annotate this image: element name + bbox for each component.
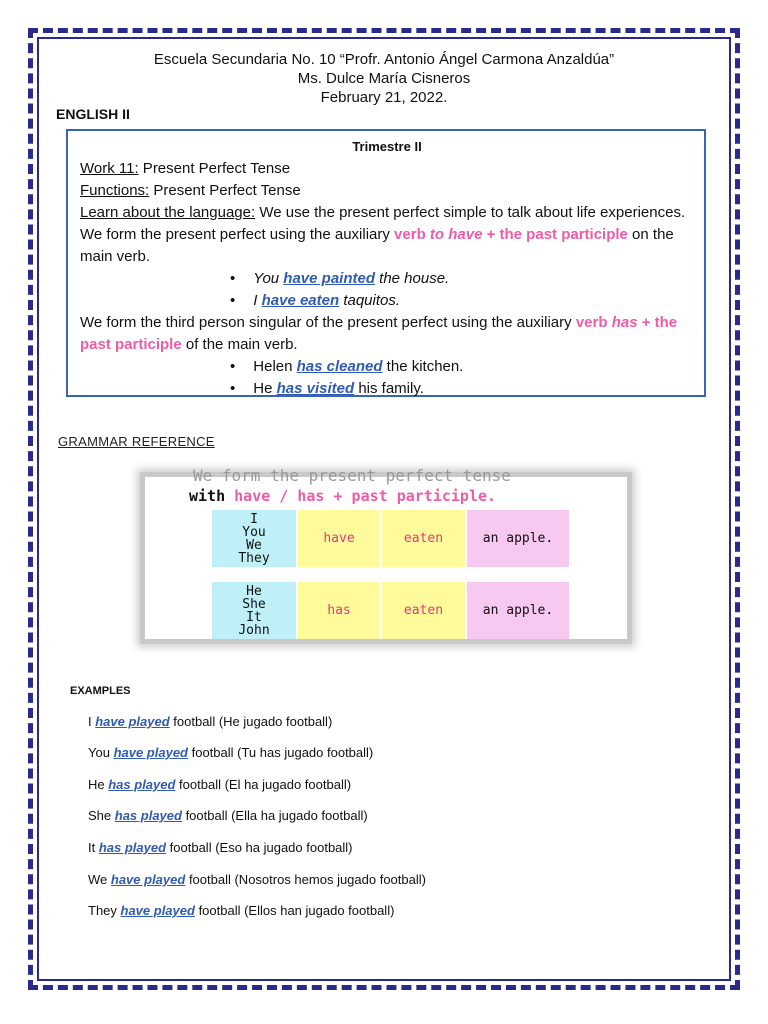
school-name: Escuela Secundaria No. 10 “Profr. Antonio Ángel Carmona Anzaldúa” — [153, 51, 615, 68]
bullet-verb: has cleaned — [296, 358, 383, 375]
bullet-item — [80, 356, 694, 378]
bullet-item — [80, 290, 694, 312]
bullet-verb: have eaten — [261, 292, 340, 309]
example-subject: You — [88, 745, 114, 760]
pronoun: We — [246, 537, 262, 553]
bullet-rest: the house. — [375, 270, 450, 287]
example-rest: football (Ellos han jugado football) — [194, 903, 395, 918]
object-cell: an apple. — [467, 582, 569, 639]
bullet-verb: has visited — [276, 380, 355, 397]
bullet-rest: taquitos. — [339, 292, 401, 309]
example-subject: They — [88, 903, 121, 918]
caption-formula: have / has + past participle. — [234, 487, 497, 505]
bullet-verb: have painted — [283, 270, 375, 287]
work-value: Present Perfect Tense — [138, 160, 291, 177]
subject-cell — [212, 510, 296, 567]
grammar-reference-image — [140, 466, 632, 644]
work-line — [80, 158, 694, 180]
example-rest: football (Eso ha jugado football) — [166, 840, 353, 855]
example-sentence — [88, 745, 373, 760]
bullet-subject: He — [253, 380, 277, 397]
pronoun: It — [246, 609, 262, 625]
example-rest: football (Ella ha jugado football) — [181, 808, 368, 823]
example-verb: have played — [95, 714, 170, 729]
bullet-subject: Helen — [253, 358, 297, 375]
grammar-reference-heading: GRAMMAR REFERENCE — [58, 434, 215, 449]
example-sentence — [88, 777, 351, 792]
reference-caption-top: We form the present perfect tense — [193, 466, 511, 485]
work-label: Work 11: — [80, 160, 139, 177]
example-rest: football (He jugado football) — [169, 714, 333, 729]
third-person-paragraph — [80, 312, 694, 356]
example-sentence — [88, 840, 353, 855]
example-rest: football (Tu has jugado football) — [188, 745, 374, 760]
learn-text-2: on the main verb. — [80, 226, 674, 265]
third-text: We form the third person singular of the present perfect using the auxiliary — [80, 314, 576, 331]
example-sentence — [88, 808, 368, 823]
example-subject: He — [88, 777, 109, 792]
reference-caption — [189, 487, 496, 505]
bullet-subject: I — [253, 292, 262, 309]
learn-pink-2: + the past participle — [482, 226, 628, 243]
learn-label: Learn about the language: — [80, 204, 256, 221]
pronoun: She — [242, 596, 266, 612]
third-pink-italic: has — [611, 314, 638, 331]
bullet-subject: You — [253, 270, 284, 287]
pronoun: He — [246, 583, 262, 599]
third-text-2: of the main verb. — [181, 336, 298, 353]
examples-heading: EXAMPLES — [70, 685, 131, 697]
learn-pink-1: verb — [394, 226, 430, 243]
example-subject: I — [88, 714, 96, 729]
object-cell: an apple. — [467, 510, 569, 567]
aux-cell: have — [298, 510, 380, 567]
pronoun: They — [238, 550, 270, 566]
bullet-item — [80, 378, 694, 400]
example-subject: We — [88, 872, 111, 887]
third-pink-1: verb — [575, 314, 612, 331]
example-verb: have played — [113, 745, 188, 760]
example-verb: have played — [120, 903, 195, 918]
functions-line — [80, 180, 694, 202]
functions-value: Present Perfect Tense — [149, 182, 301, 199]
learn-text-1: We use the present perfect simple to talk about life experiences. We form the present perfect using the auxiliary — [80, 204, 686, 243]
document-date: February 21, 2022. — [320, 89, 448, 106]
bullet-rest: his family. — [354, 380, 424, 397]
bullet-item — [80, 268, 694, 290]
example-sentence — [88, 872, 426, 887]
lesson-box — [66, 129, 706, 397]
pronoun: You — [242, 524, 266, 540]
example-verb: has played — [98, 840, 167, 855]
aux-cell: has — [298, 582, 380, 639]
subject-cell — [212, 582, 296, 639]
learn-pink-italic: to have — [429, 226, 483, 243]
participle-cell: eaten — [382, 510, 465, 567]
participle-cell: eaten — [382, 582, 465, 639]
example-verb: has played — [114, 808, 182, 823]
example-verb: have played — [110, 872, 186, 887]
example-rest: football (El ha jugado football) — [175, 777, 352, 792]
example-rest: football (Nosotros hemos jugado football) — [185, 872, 426, 887]
teacher-name: Ms. Dulce María Cisneros — [297, 70, 471, 87]
trimester-label: Trimestre II — [352, 139, 422, 154]
example-sentence — [88, 714, 332, 729]
example-subject: She — [88, 808, 115, 823]
example-verb: has played — [108, 777, 176, 792]
learn-paragraph — [80, 202, 694, 268]
pronoun: I — [250, 511, 258, 527]
pronoun: John — [238, 622, 270, 638]
example-sentence — [88, 903, 394, 918]
caption-with: with — [189, 487, 235, 505]
bullet-rest: the kitchen. — [382, 358, 464, 375]
subject-title: ENGLISH II — [56, 106, 130, 122]
functions-label: Functions: — [80, 182, 150, 199]
example-subject: It — [88, 840, 99, 855]
document-header — [0, 50, 768, 107]
third-pink-2: + the past participle — [80, 314, 678, 353]
